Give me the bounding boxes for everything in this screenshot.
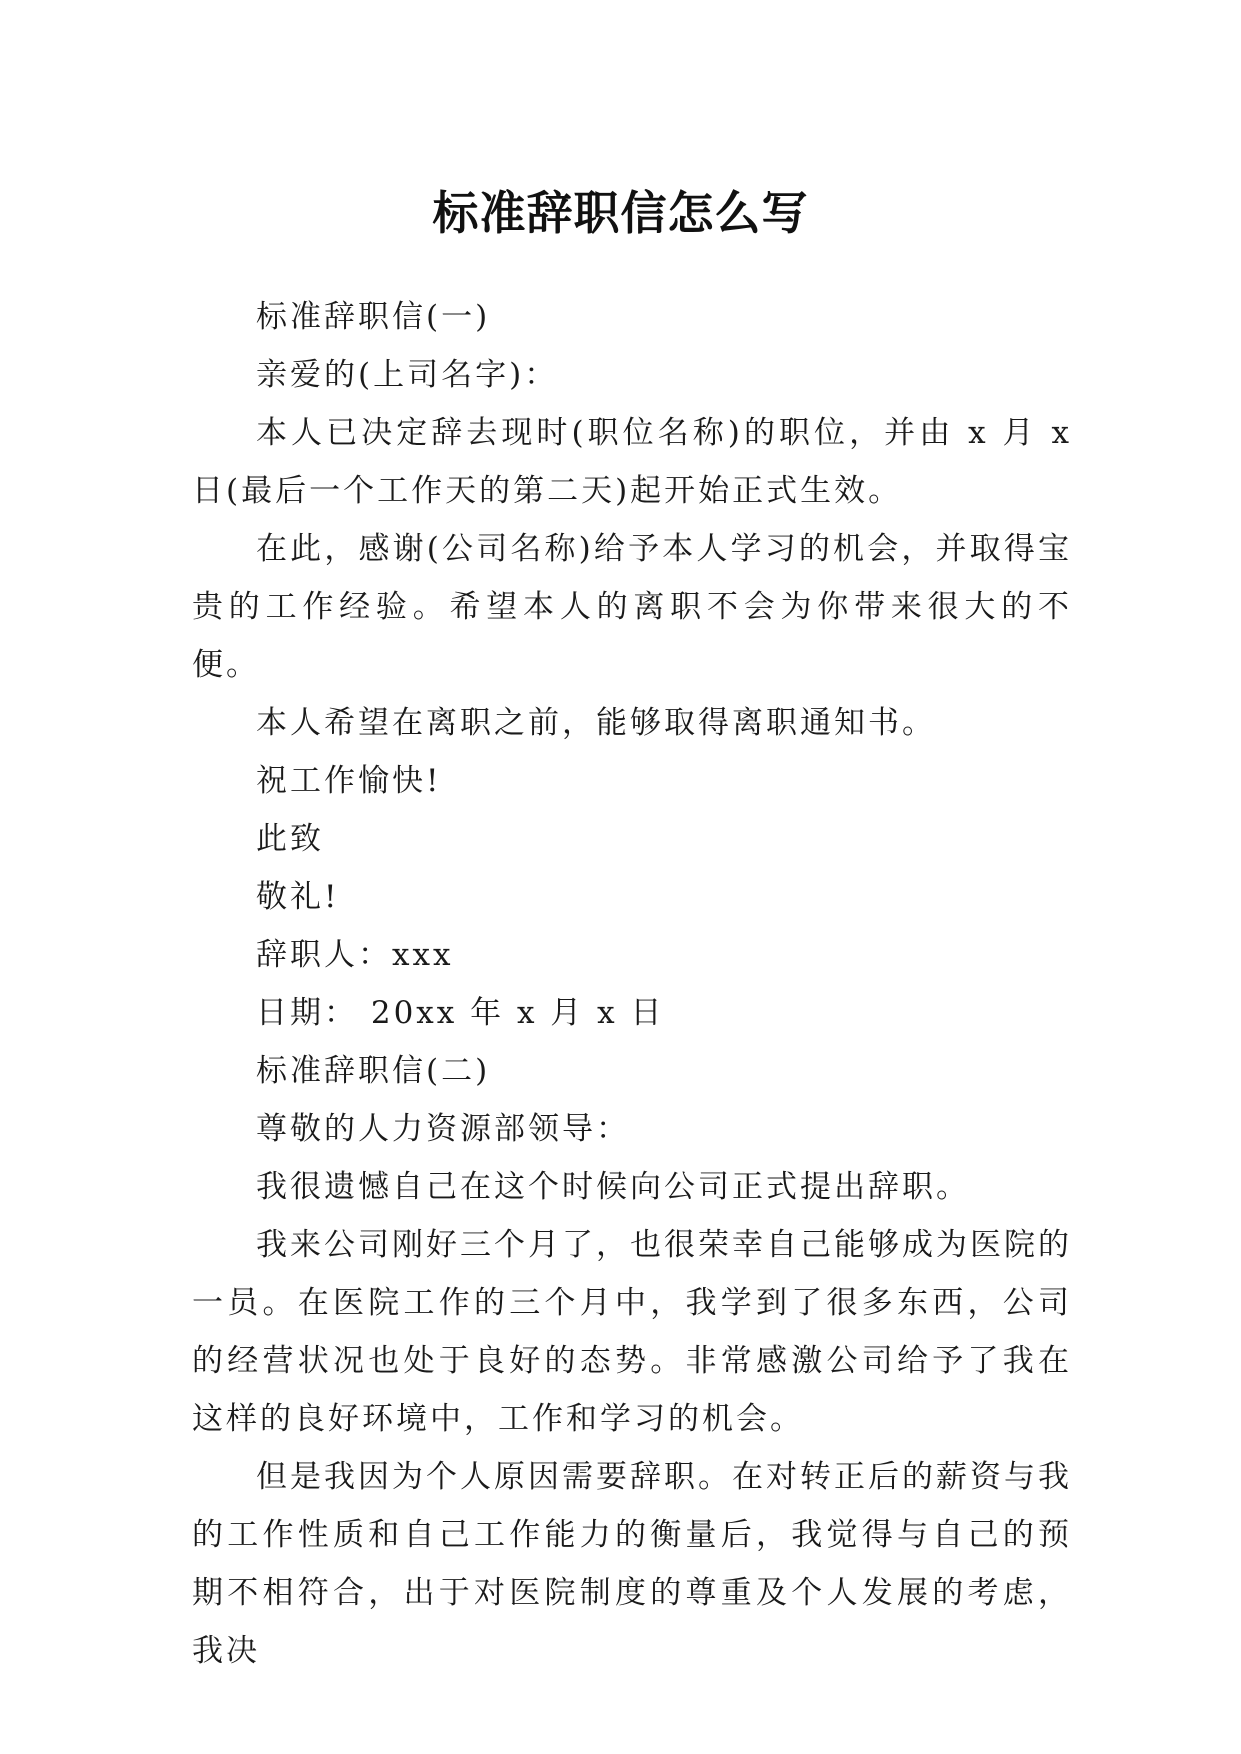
paragraph: 亲爱的(上司名字)： bbox=[256, 357, 559, 393]
paragraph: 我来公司刚好三个月了，也很荣幸自己能够成为医院的一员。在医院工作的三个月中，我学到了很多东西，公司的经营状况也处于良好的态势。非常感激公司给予了我在这样的良好环境中，工作和学习的机会。 bbox=[192, 1227, 1072, 1437]
document-body bbox=[192, 288, 1072, 1680]
paragraph: 但是我因为个人原因需要辞职。在对转正后的薪资与我的工作性质和自己工作能力的衡量后，我觉得与自己的预期不相符合，出于对医院制度的尊重及个人发展的考虑，我决 bbox=[192, 1459, 1072, 1669]
paragraph: 此致 bbox=[256, 821, 324, 857]
paragraph: 本人已决定辞去现时(职位名称)的职位，并由 x 月 x 日(最后一个工作天的第二天)起开始正式生效。 bbox=[192, 415, 1072, 509]
paragraph: 敬礼! bbox=[256, 879, 340, 915]
paragraph: 在此，感谢(公司名称)给予本人学习的机会，并取得宝贵的工作经验。希望本人的离职不会为你带来很大的不便。 bbox=[192, 531, 1072, 683]
paragraph: 标准辞职信(一) bbox=[256, 299, 491, 335]
paragraph: 本人希望在离职之前，能够取得离职通知书。 bbox=[256, 705, 936, 741]
paragraph: 日期： 20xx 年 x 月 x 日 bbox=[256, 995, 665, 1031]
paragraph: 我很遗憾自己在这个时候向公司正式提出辞职。 bbox=[256, 1169, 970, 1205]
paragraph: 祝工作愉快! bbox=[256, 763, 442, 799]
paragraph: 尊敬的人力资源部领导： bbox=[256, 1111, 630, 1147]
paragraph: 辞职人：xxx bbox=[256, 937, 454, 973]
document-title: 标准辞职信怎么写 bbox=[432, 185, 809, 240]
paragraph: 标准辞职信(二) bbox=[256, 1053, 491, 1089]
